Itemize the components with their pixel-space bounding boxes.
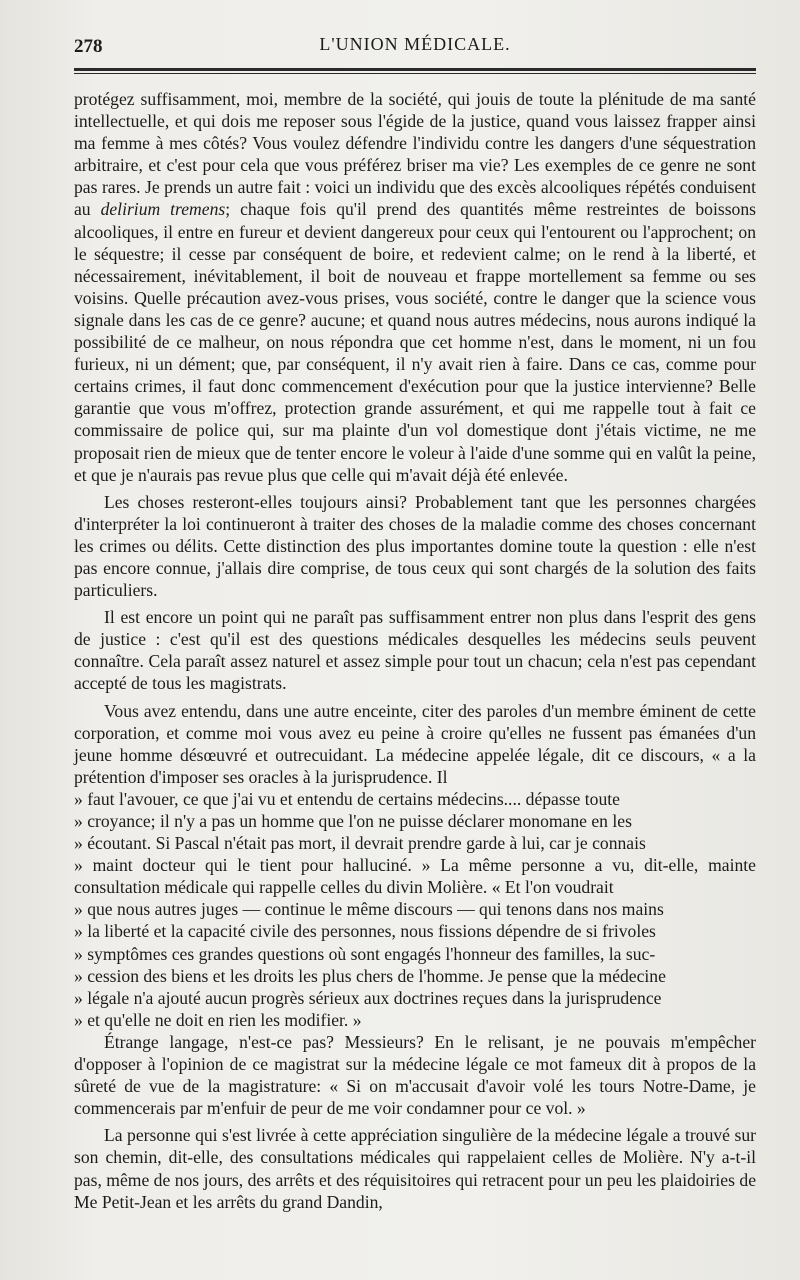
quote-line: » symptômes ces grandes questions où sont engagés l'honneur des familles, la suc- — [74, 943, 656, 964]
paragraph-text: ; chaque fois qu'il prend des quantités même restreintes de boissons alcooliques, il entre en fureur et devient dangereux pour ceux qui l'entourent ou l'approchent; on le séquestre; il cesse par conséquent de boire, et redevient calme; on le rend à la liberté, et nécessairement, inévitablement, il boit de nouveau et frappe mortellement sa femme ou ses voisins. Quelle précaution avez-vous prises, vous société, contre le danger que la science vous signale dans les cas de ce genre? aucune; et quand nous autres médecins, nous aurons indiqué la possibilité de ce malheur, on nous répondra que cet homme n'est, dans le moment, ni un fou furieux, ni un dément; que, par conséquent, il n'y avait rien à faire. Dans ce cas, comme pour certains crimes, il faut donc commencement d'exécution pour que la justice intervienne? Belle garantie que vous m'offrez, protection grande assurément, et qui me rappelle tout à fait ce commissaire de police qui, sur ma plainte d'un vol domestique dont j'étais victime, ne me proposait rien de mieux que de tenter encore le voleur à l'aide d'une somme qui en valût la peine, et que je n'aurais pas revue plus que celle qui m'avait déjà été enlevée. — [74, 199, 756, 485]
quote-line: » légale n'a ajouté aucun progrès sérieux aux doctrines reçues dans la jurisprudence — [74, 987, 662, 1008]
quote-line: » maint docteur qui le tient pour halluciné. » La même personne a vu, dit-elle, mainte consultation médicale qui rappelle celles du divin Molière. « Et l'on voudrait — [74, 855, 756, 898]
quote-line: » la liberté et la capacité civile des personnes, nous fissions dépendre de si frivoles — [74, 921, 656, 942]
body-text — [74, 88, 756, 1213]
paragraph: Les choses resteront-elles toujours ainsi? Probablement tant que les personnes chargées d'interpréter la loi continueront à traiter des choses de la maladie comme des choses concernant les crimes ou délits. Cette distinction des plus importantes domine toute la question : elle n'est pas encore connue, j'allais dire comprise, de tous ceux qui sont chargés de la solution des faits particuliers. — [74, 491, 756, 601]
paragraph: Il est encore un point qui ne paraît pas suffisamment entrer non plus dans l'esprit des gens de justice : c'est qu'il est des questions médicales desquelles les médecins seuls peuvent connaître. Cela paraît assez naturel et assez simple pour tout un chacun; cela n'est pas cependant accepté de tous les magistrats. — [74, 607, 756, 694]
page-number: 278 — [74, 36, 103, 57]
page-header — [74, 30, 756, 60]
paragraph-text: protégez suffisamment, moi, membre de la société, qui jouis de toute la plénitude de ma santé intellectuelle, et qui dois me reposer sous l'égide de la justice, quand vous laissez frapper ainsi ma femme à mes côtés? Vous voulez défendre l'individu contre les dangers d'une séquestration arbitraire, et c'est pour cela que vous préférez briser ma vie? Les exemples de ce genre ne sont pas rares. Je prends un autre fait : voici un individu que des excès alcooliques répétés conduisent au — [74, 89, 756, 220]
running-title: L'UNION MÉDICALE. — [319, 34, 511, 54]
header-rule — [74, 68, 756, 74]
paragraph-continued — [74, 88, 756, 486]
paragraph: Vous avez entendu, dans une autre enceinte, citer des paroles d'un membre éminent de cette corporation, et comme moi vous avez eu peine à croire qu'elles ne fussent pas émanées d'un jeune homme désœuvré et outrecuidant. La médecine appelée légale, dit ce discours, « a la prétention d'imposer ses oracles à la jurisprudence. Il — [74, 700, 756, 787]
quote-line: » faut l'avouer, ce que j'ai vu et entendu de certains médecins.... dépasse toute — [74, 788, 620, 809]
quote-line: » et qu'elle ne doit en rien les modifier. » — [74, 1009, 362, 1030]
quote-line: » écoutant. Si Pascal n'était pas mort, il devrait prendre garde à lui, car je connais — [74, 833, 646, 854]
quote-line: » cession des biens et les droits les plus chers de l'homme. Je pense que la médecine — [74, 965, 666, 986]
emphasis-term: delirium tremens — [100, 199, 226, 220]
quote-line: » croyance; il n'y a pas un homme que l'on ne puisse déclarer monomane en les — [74, 811, 632, 831]
quote-line: » que nous autres juges — continue le même discours — qui tenons dans nos mains — [74, 899, 664, 920]
paragraph: Étrange langage, n'est-ce pas? Messieurs? En le relisant, je ne pouvais m'empêcher d'opposer à l'opinion de ce magistrat sur la médecine légale ce mot fameux dit à propos de la sûreté de vue de la magistrature: « Si on m'accusait d'avoir volé les tours Notre-Dame, je commencerais par m'enfuir de peur de me voir condamner pour ce vol. » — [74, 1031, 756, 1119]
paragraph: La personne qui s'est livrée à cette appréciation singulière de la médecine légale a trouvé sur son chemin, dit-elle, des consultations médicales qui rappelaient celles de Molière. N'y a-t-il pas, même de nos jours, des arrêts et des réquisitoires qui retracent pour un peu les plaidoiries de Me Petit-Jean et les arrêts du grand Dandin, — [74, 1125, 756, 1212]
